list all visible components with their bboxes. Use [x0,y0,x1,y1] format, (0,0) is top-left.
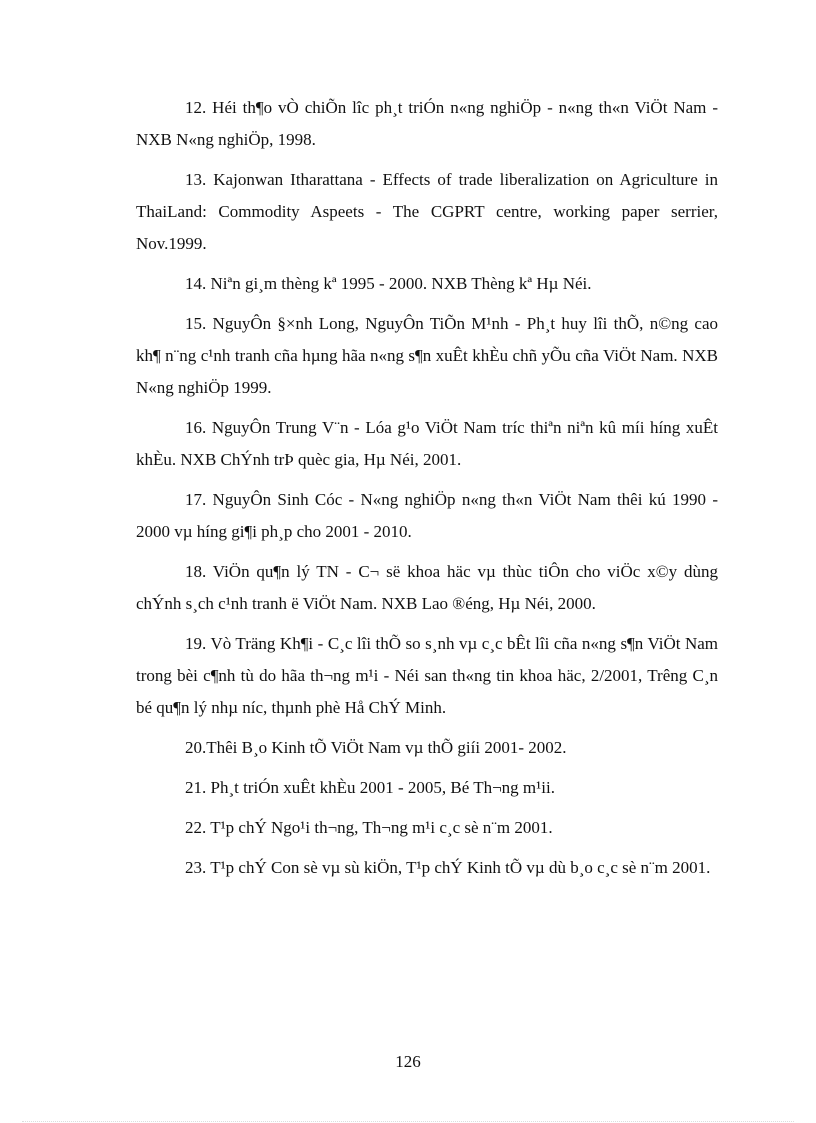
reference-list [136,92,718,892]
page-bottom-divider [22,1121,794,1122]
reference-item: 16. NguyÔn Trung V¨n - Lóa g¹o ViÖt Nam tríc thiªn niªn kû míi híng xuÊt khÈu. NXB ChÝnh trÞ quèc gia, Hµ Néi, 2001. [136,418,718,469]
reference-item: 17. NguyÔn Sinh Cóc - N«ng nghiÖp n«ng th«n ViÖt Nam thêi kú 1990 - 2000 vµ híng gi¶i ph¸p cho 2001 - 2010. [136,490,718,541]
reference-item: 14. Niªn gi¸m thèng kª 1995 - 2000. NXB Thèng kª Hµ Néi. [185,274,592,293]
reference-item: 13. Kajonwan Itharattana - Effects of trade liberalization on Agriculture in ThaiLand: Commodity Aspeets - The CGPRT centre, working paper serrier, Nov.1999. [136,170,718,253]
reference-item: 20.Thêi B¸o Kinh tÕ ViÖt Nam vµ thÕ giíi 2001- 2002. [185,738,567,757]
page-number: 126 [395,1052,421,1071]
reference-item: 18. ViÖn qu¶n lý TN - C¬ së khoa häc vµ thùc tiÔn cho viÖc x©y dùng chÝnh s¸ch c¹nh tranh ë ViÖt Nam. NXB Lao ®éng, Hµ Néi, 2000. [136,562,718,613]
reference-item: 12. Héi th¶o vÒ chiÕn lîc ph¸t triÓn n«ng nghiÖp - n«ng th«n ViÖt Nam - NXB N«ng nghiÖp, 1998. [136,98,718,149]
reference-item: 21. Ph¸t triÓn xuÊt khÈu 2001 - 2005, Bé Th¬ng m¹ii. [185,778,555,797]
reference-item: 19. Vò Träng Kh¶i - C¸c lîi thÕ so s¸nh vµ c¸c bÊt lîi cña n«ng s¶n ViÖt Nam trong bèi c¶nh tù do hãa th¬ng m¹i - Néi san th«ng tin khoa häc, 2/2001, Trêng C¸n bé qu¶n lý nhµ níc, thµnh phè Hå ChÝ Minh. [136,634,718,717]
reference-item: 22. T¹p chÝ Ngo¹i th¬ng, Th¬ng m¹i c¸c sè n¨m 2001. [185,818,553,837]
reference-item: 15. NguyÔn §×nh Long, NguyÔn TiÕn M¹nh - Ph¸t huy lîi thÕ, n©ng cao kh¶ n¨ng c¹nh tranh cña hµng hãa n«ng s¶n xuÊt khÈu chñ yÕu cña ViÖt Nam. NXB N«ng nghiÖp 1999. [136,314,718,397]
reference-item: 23. T¹p chÝ Con sè vµ sù kiÖn, T¹p chÝ Kinh tÕ vµ dù b¸o c¸c sè n¨m 2001. [185,858,711,877]
